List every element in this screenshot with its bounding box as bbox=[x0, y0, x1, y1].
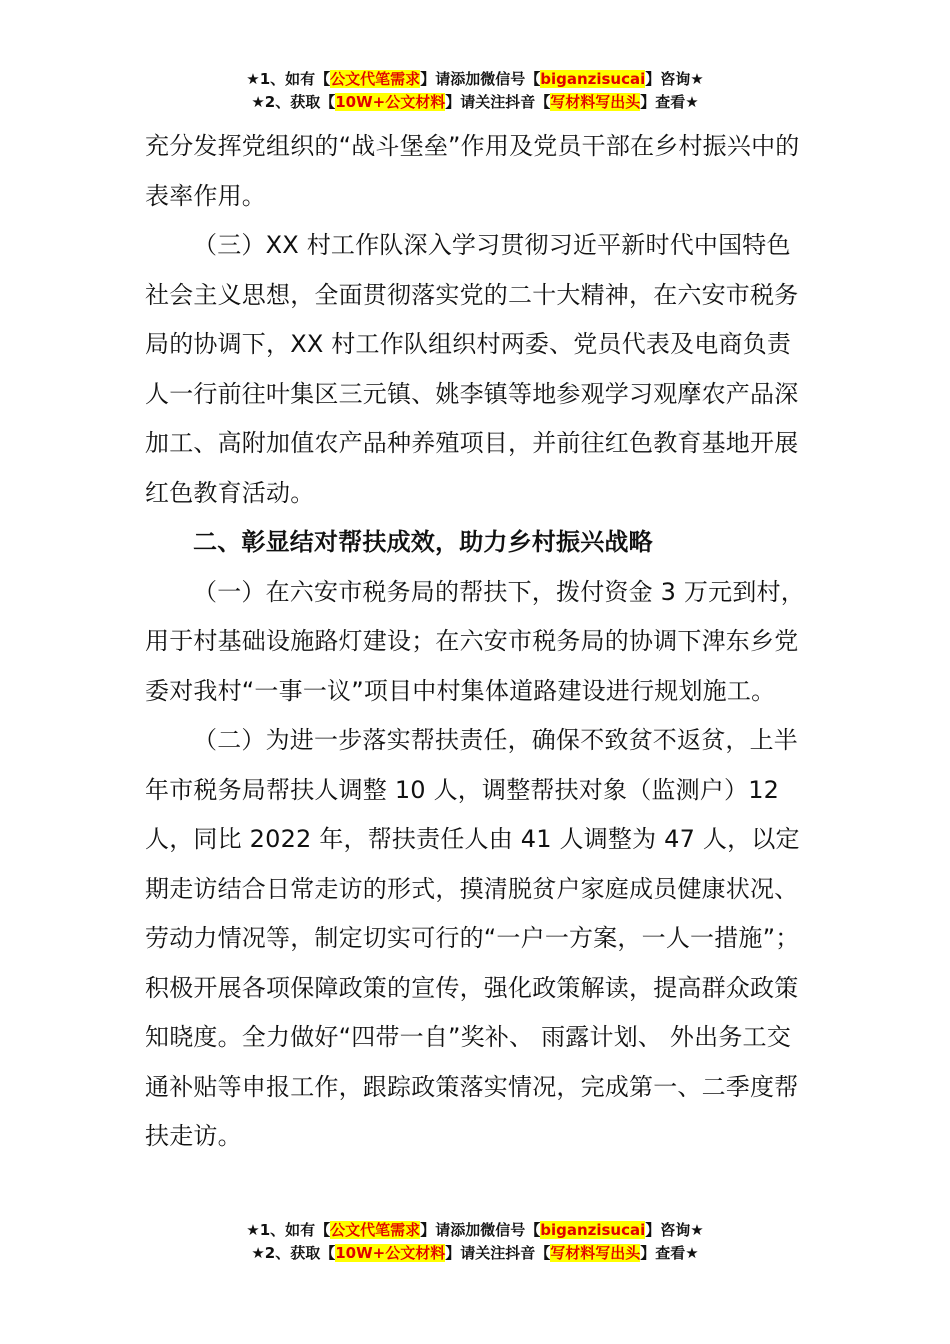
footer-promo-banner bbox=[0, 1219, 950, 1265]
paragraph-item-3: （三）XX 村工作队深入学习贯彻习近平新时代中国特色社会主义思想，全面贯彻落实党的二十大精神，在六安市税务局的协调下，XX 村工作队组织村两委、党员代表及电商负责人一行前往叶集区三元镇、姚李镇等地参观学习观摩农产品深加工、高附加值农产品种养殖项目，并前往红色教育基地开展红色教育活动。 bbox=[145, 231, 799, 507]
douyin-id-highlight: 写材料写出头 bbox=[550, 1244, 641, 1262]
promo-line-2: ★2、获取【10W+公文材料】请关注抖音【写材料写出头】查看★ bbox=[251, 93, 699, 111]
document-body bbox=[145, 122, 810, 1162]
paragraph-item-1: （一）在六安市税务局的帮扶下，拨付资金 3 万元到村，用于村基础设施路灯建设；在六安市税务局的协调下渒东乡党委对我村“一事一议”项目中村集体道路建设进行规划施工。 bbox=[145, 577, 805, 705]
wechat-id-highlight: biganzisucai bbox=[540, 70, 646, 88]
promo-line-1: ★1、如有【公文代笔需求】请添加微信号【biganzisucai】咨询★ bbox=[246, 1221, 704, 1239]
promo-highlight: 10W+公文材料 bbox=[335, 93, 446, 111]
header-promo-banner bbox=[0, 68, 950, 114]
promo-line-2: ★2、获取【10W+公文材料】请关注抖音【写材料写出头】查看★ bbox=[251, 1244, 699, 1262]
promo-line-1: ★1、如有【公文代笔需求】请添加微信号【biganzisucai】咨询★ bbox=[246, 70, 704, 88]
paragraph-continuation: 充分发挥党组织的“战斗堡垒”作用及党员干部在乡村振兴中的表率作用。 bbox=[145, 132, 800, 210]
promo-highlight: 10W+公文材料 bbox=[335, 1244, 446, 1262]
promo-highlight: 公文代笔需求 bbox=[330, 70, 421, 88]
paragraph-item-2: （二）为进一步落实帮扶责任，确保不致贫不返贫，上半年市税务局帮扶人调整 10 人，调整帮扶对象（监测户）12 人，同比 2022 年，帮扶责任人由 41 人调整为 47 人，以定期走访结合日常走访的形式，摸清脱贫户家庭成员健康状况、劳动力情况等，制定切实可行的“一户一方案，一人一措施”；积极开展各项保障政策的宣传，强化政策解读，提高群众政策知晓度。全力做好“四带一自”奖补、 雨露计划、 外出务工交通补贴等申报工作，跟踪政策落实情况，完成第一、二季度帮扶走访。 bbox=[145, 726, 800, 1150]
douyin-id-highlight: 写材料写出头 bbox=[550, 93, 641, 111]
section-heading: 二、彰显结对帮扶成效，助力乡村振兴战略 bbox=[193, 528, 653, 556]
wechat-id-highlight: biganzisucai bbox=[540, 1221, 646, 1239]
promo-highlight: 公文代笔需求 bbox=[330, 1221, 421, 1239]
